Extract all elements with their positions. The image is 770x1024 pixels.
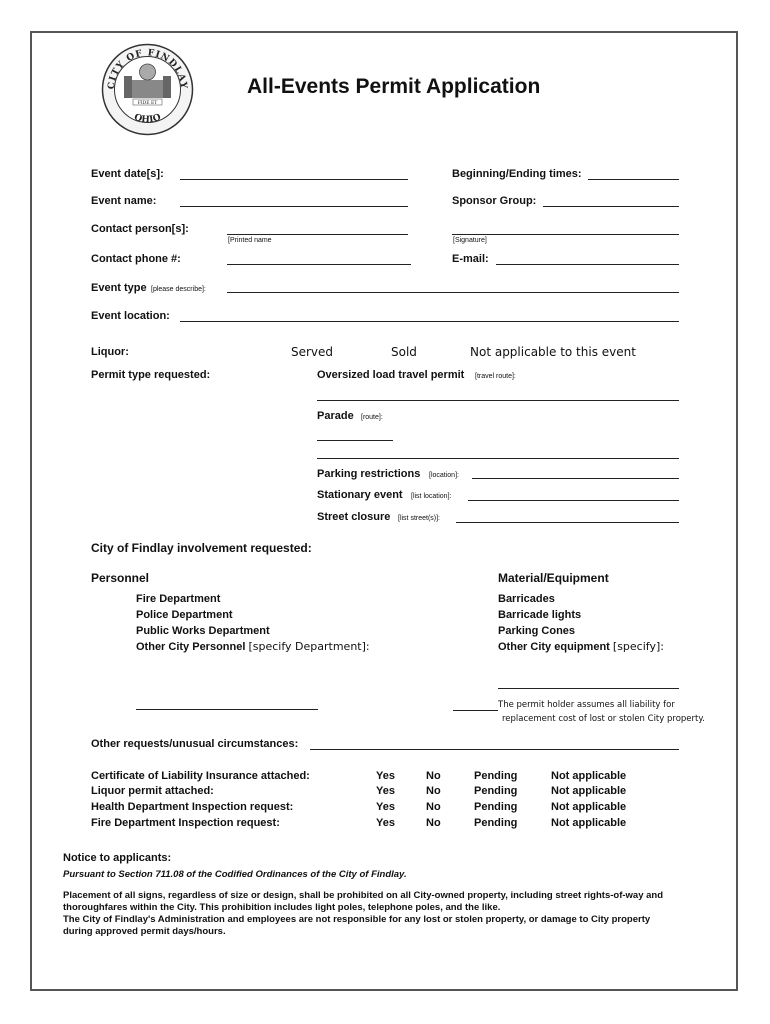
attachment-row-label: Liquor permit attached: [91, 785, 214, 797]
personnel-heading: Personnel [91, 571, 150, 585]
stationary-event-hint: [list location]: [411, 493, 452, 500]
city-seal-logo [100, 42, 195, 137]
begin-end-times-field[interactable] [588, 179, 679, 180]
begin-end-times-label: Beginning/Ending times: [452, 168, 582, 180]
other-equipment-hint: [specify]: [612, 640, 664, 653]
liquor-not-applicable-option[interactable]: Not applicable to this event [470, 345, 636, 359]
material-heading: Material/Equipment [498, 571, 609, 585]
attachment-option-pending[interactable]: Pending [474, 785, 518, 797]
notice-para2-line1: The City of Findlay's Administration and employees are not responsible for any lost or stolen property, or damage to City property [63, 914, 651, 925]
other-personnel-hint: [specify Department]: [248, 640, 370, 653]
email-field[interactable] [496, 264, 679, 265]
attachment-option-not-applicable[interactable]: Not applicable [551, 770, 627, 782]
attachment-option-not-applicable[interactable]: Not applicable [551, 785, 627, 797]
personnel-other-option[interactable] [136, 640, 370, 653]
parking-restrictions-option[interactable]: Parking restrictions [317, 468, 421, 480]
material-other-option[interactable] [498, 640, 664, 653]
liability-initials-field[interactable] [453, 710, 498, 711]
notice-pursuant: Pursuant to Section 711.08 of the Codified Ordinances of the City of Findlay. [63, 869, 407, 880]
stationary-location-field[interactable] [468, 500, 679, 501]
other-equipment-label: Other City equipment [498, 641, 610, 653]
attachment-option-pending[interactable]: Pending [474, 801, 518, 813]
contact-phone-label: Contact phone #: [91, 253, 181, 265]
attachment-option-pending[interactable]: Pending [474, 770, 518, 782]
involvement-heading: City of Findlay involvement requested: [91, 541, 312, 555]
liability-text-1: The permit holder assumes all liability for [498, 700, 675, 710]
street-closure-option[interactable]: Street closure [317, 511, 391, 523]
event-type-label: Event type [91, 282, 147, 294]
sponsor-group-field[interactable] [543, 206, 679, 207]
attachment-option-pending[interactable]: Pending [474, 817, 518, 829]
event-location-field[interactable] [180, 321, 679, 322]
attachment-option-yes[interactable]: Yes [376, 817, 395, 829]
contact-persons-label: Contact person[s]: [91, 223, 189, 235]
other-personnel-label: Other City Personnel [136, 641, 246, 653]
notice-para2-line2: during approved permit days/hours. [63, 926, 226, 937]
svg-text:CITY OF FINDLAY: CITY OF FINDLAY [106, 48, 189, 90]
attachment-option-not-applicable[interactable]: Not applicable [551, 801, 627, 813]
contact-printed-name-field[interactable] [227, 234, 408, 235]
form-title: All-Events Permit Application [247, 75, 541, 98]
attachment-option-not-applicable[interactable]: Not applicable [551, 817, 627, 829]
event-name-field[interactable] [180, 206, 408, 207]
personnel-public-works-option[interactable]: Public Works Department [136, 625, 270, 637]
event-name-label: Event name: [91, 195, 157, 207]
svg-text:FIDE ET: FIDE ET [137, 101, 158, 106]
attachment-option-no[interactable]: No [426, 770, 441, 782]
material-barricades-option[interactable]: Barricades [498, 593, 555, 605]
liquor-label: Liquor: [91, 346, 129, 358]
attachment-row-label: Health Department Inspection request: [91, 801, 294, 813]
attachment-option-no[interactable]: No [426, 785, 441, 797]
attachment-option-no[interactable]: No [426, 817, 441, 829]
other-personnel-field[interactable] [136, 709, 318, 710]
event-dates-label: Event date[s]: [91, 168, 164, 180]
event-dates-field[interactable] [180, 179, 408, 180]
permit-type-label: Permit type requested: [91, 369, 211, 381]
parade-route-field-1[interactable] [317, 440, 393, 441]
street-closure-hint: [list street(s)]: [398, 515, 441, 522]
liability-text-2: replacement cost of lost or stolen City property. [502, 714, 705, 724]
oversized-route-field[interactable] [317, 400, 679, 401]
material-parking-cones-option[interactable]: Parking Cones [498, 625, 576, 637]
attachment-option-yes[interactable]: Yes [376, 785, 395, 797]
parade-hint: [route]: [361, 414, 383, 421]
parking-location-field[interactable] [472, 478, 679, 479]
personnel-police-option[interactable]: Police Department [136, 609, 233, 621]
parking-restrictions-hint: [location]: [429, 472, 459, 479]
oversized-load-option[interactable]: Oversized load travel permit [317, 369, 465, 381]
event-type-hint: [please describe]: [151, 286, 206, 293]
material-barricade-lights-option[interactable]: Barricade lights [498, 609, 582, 621]
liquor-sold-option[interactable]: Sold [391, 345, 417, 359]
contact-phone-field[interactable] [227, 264, 411, 265]
attachment-row-label: Certificate of Liability Insurance attached: [91, 770, 310, 782]
other-equipment-field[interactable] [498, 688, 679, 689]
svg-text:OHIO: OHIO [132, 112, 163, 126]
stationary-event-option[interactable]: Stationary event [317, 489, 403, 501]
personnel-fire-option[interactable]: Fire Department [136, 593, 221, 605]
attachment-option-yes[interactable]: Yes [376, 801, 395, 813]
oversized-load-hint: [travel route]: [475, 373, 516, 380]
street-closure-field[interactable] [456, 522, 679, 523]
notice-heading: Notice to applicants: [63, 852, 172, 864]
attachment-row-label: Fire Department Inspection request: [91, 817, 280, 829]
event-location-label: Event location: [91, 310, 170, 322]
liquor-served-option[interactable]: Served [291, 345, 334, 359]
parade-option[interactable]: Parade [317, 410, 354, 422]
other-requests-field[interactable] [310, 749, 679, 750]
event-type-field[interactable] [227, 292, 679, 293]
notice-para1-line1: Placement of all signs, regardless of size or design, shall be prohibited on all City-owned property, including street rights-of-way and [63, 890, 664, 901]
other-requests-label: Other requests/unusual circumstances: [91, 738, 299, 750]
attachment-option-no[interactable]: No [426, 801, 441, 813]
signature-caption: [Signature] [453, 237, 487, 244]
sponsor-group-label: Sponsor Group: [452, 195, 537, 207]
attachment-option-yes[interactable]: Yes [376, 770, 395, 782]
notice-para1-line2: thoroughfares within the City. This prohibition includes light poles, telephone poles, and the like. [63, 902, 501, 913]
contact-signature-field[interactable] [452, 234, 679, 235]
printed-name-caption: [Printed name [228, 237, 272, 244]
email-label: E-mail: [452, 253, 489, 265]
parade-route-field-2[interactable] [317, 458, 679, 459]
